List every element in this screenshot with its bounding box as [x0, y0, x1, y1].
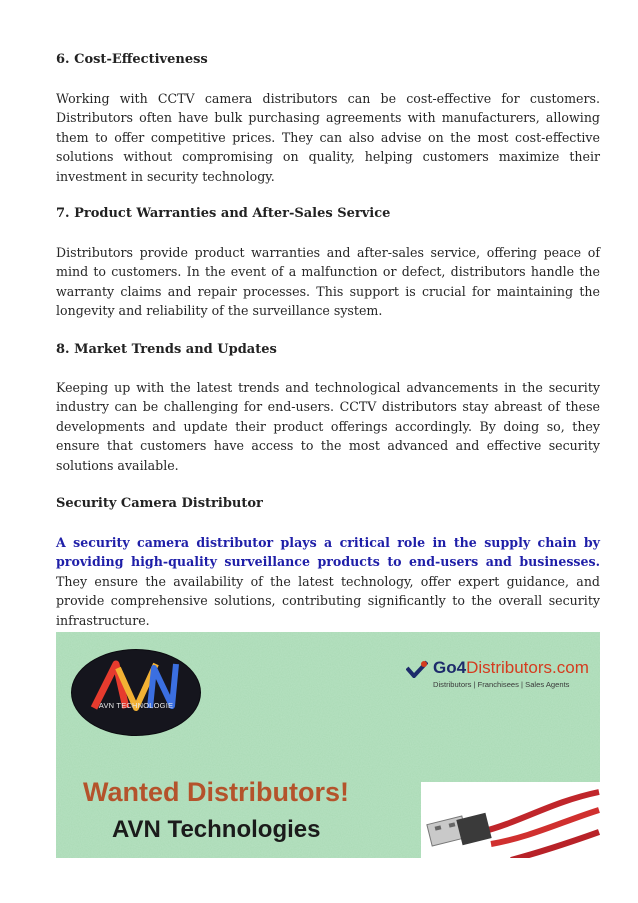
heading-security-camera-distributor: Security Camera Distributor	[56, 496, 263, 511]
usb-cable-icon	[421, 782, 600, 858]
heading-market-trends: 8. Market Trends and Updates	[56, 342, 277, 357]
paragraph-tail: They ensure the availability of the latest technology, offer expert guidance, and provide comprehensive solutions, contributing significantly to the overall security infrastructure.	[56, 573, 600, 628]
avn-logo-text: AVN TECHNOLOGIE	[98, 701, 174, 710]
paragraph-warranties: Distributors provide product warranties and after-sales service, offering peace of mind to customers. In the event of a malfunction or defect, distributors handle the warranty claims and repair processes. This support is crucial for maintaining the longevity and reliability of the surveillance system.	[56, 245, 600, 319]
heading-warranties: 7. Product Warranties and After-Sales Service	[56, 206, 391, 221]
advert-banner[interactable]	[56, 632, 600, 858]
distributor-link[interactable]: A security camera distributor plays a critical role in the supply chain by providing high-quality surveillance products to end-users and businesses.	[56, 535, 600, 570]
go4distributors-brand[interactable]	[406, 658, 589, 689]
paragraph-market-trends: Keeping up with the latest trends and technological advancements in the security industry can be challenging for end-users. CCTV distributors stay abreast of these developments and update their product offerings accordingly. By doing so, they ensure that customers have access to the most advanced and effective security solutions available.	[56, 380, 600, 473]
banner-headline: Wanted Distributors!	[83, 777, 349, 807]
heading-cost-effectiveness: 6. Cost-Effectiveness	[56, 52, 208, 67]
paragraph-security-camera-distributor	[56, 533, 600, 630]
usb-cable-image	[421, 782, 600, 858]
go4distributors-name: Go4Distributors.com	[433, 658, 589, 677]
checkmark-icon	[406, 660, 428, 678]
go4distributors-tagline: Distributors | Franchisees | Sales Agents	[433, 680, 570, 689]
avn-logo	[72, 650, 200, 735]
banner-company: AVN Technologies	[112, 816, 321, 843]
paragraph-cost-effectiveness: Working with CCTV camera distributors can be cost-effective for customers. Distributors often have bulk purchasing agreements with manufacturers, allowing them to offer competitive prices. They can also advise on the most cost-effective solutions without compromising on quality, helping customers maximize their investment in security technology.	[56, 91, 600, 184]
